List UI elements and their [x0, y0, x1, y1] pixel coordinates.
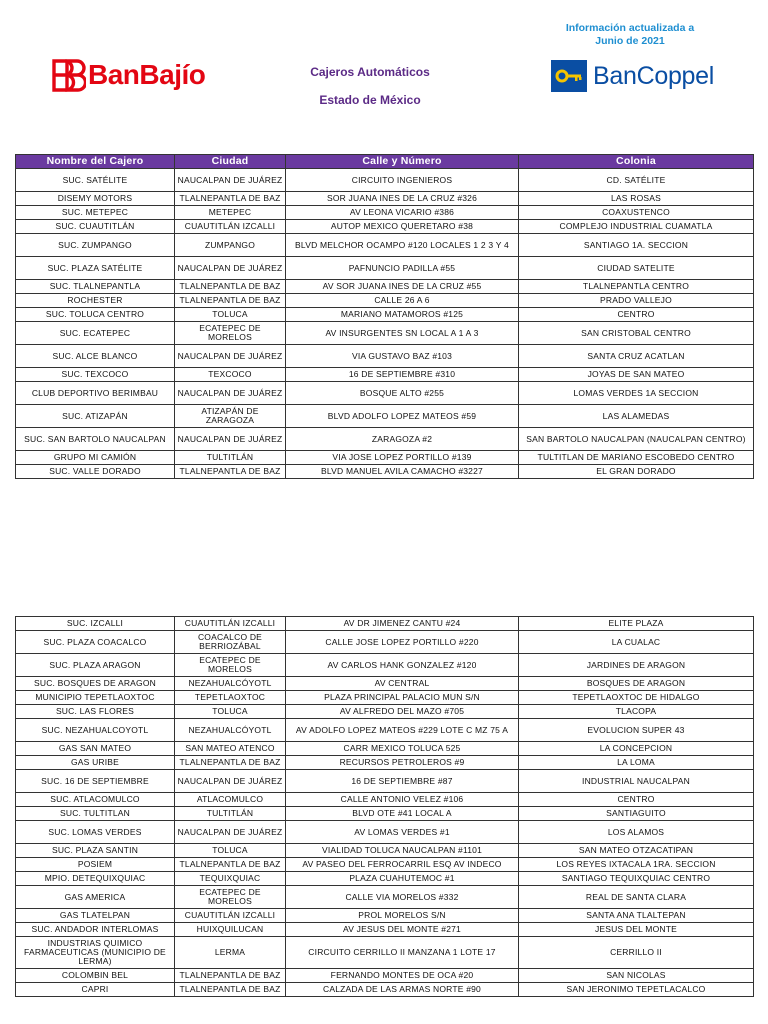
table-row [16, 719, 754, 742]
column-header: Ciudad [175, 155, 286, 169]
cell-atm-name: GAS URIBE [16, 756, 175, 770]
cell-neighborhood: SAN NICOLAS [519, 969, 754, 983]
cell-street: BLVD OTE #41 LOCAL A [286, 807, 519, 821]
cell-atm-name: SUC. VALLE DORADO [16, 465, 175, 479]
cell-atm-name: SUC. PLAZA SATÉLITE [16, 257, 175, 280]
cell-street: AV ADOLFO LOPEZ MATEOS #229 LOTE C MZ 75 A [286, 719, 519, 742]
table-row [16, 368, 754, 382]
cell-atm-name: GAS AMERICA [16, 886, 175, 909]
cell-street: SOR JUANA INES DE LA CRUZ #326 [286, 192, 519, 206]
cell-city: TLALNEPANTLA DE BAZ [175, 192, 286, 206]
cell-neighborhood: LOS REYES IXTACALA 1RA. SECCION [519, 858, 754, 872]
cell-neighborhood: LOS ALAMOS [519, 821, 754, 844]
table-1-body [16, 169, 754, 479]
cell-atm-name: SUC. ECATEPEC [16, 322, 175, 345]
atm-table-2 [15, 616, 754, 997]
cell-neighborhood: INDUSTRIAL NAUCALPAN [519, 770, 754, 793]
table-row [16, 206, 754, 220]
cell-city: TLALNEPANTLA DE BAZ [175, 983, 286, 997]
key-icon [551, 60, 587, 92]
cell-atm-name: SUC. LOMAS VERDES [16, 821, 175, 844]
cell-atm-name: SUC. TOLUCA CENTRO [16, 308, 175, 322]
cell-atm-name: SUC. ANDADOR INTERLOMAS [16, 923, 175, 937]
bancoppel-logo [551, 60, 714, 92]
cell-neighborhood: LA CUALAC [519, 631, 754, 654]
cell-neighborhood: TLALNEPANTLA CENTRO [519, 280, 754, 294]
cell-neighborhood: ELITE PLAZA [519, 617, 754, 631]
cell-neighborhood: SAN MATEO OTZACATIPAN [519, 844, 754, 858]
cell-street: MARIANO MATAMOROS #125 [286, 308, 519, 322]
cell-city: NAUCALPAN DE JUÁREZ [175, 257, 286, 280]
title-line-1: Cajeros Automáticos [310, 65, 430, 79]
cell-street: AV CENTRAL [286, 677, 519, 691]
cell-atm-name: POSIEM [16, 858, 175, 872]
table-row [16, 770, 754, 793]
cell-atm-name: SUC. PLAZA ARAGON [16, 654, 175, 677]
table-row [16, 807, 754, 821]
cell-street: AV JESUS DEL MONTE #271 [286, 923, 519, 937]
cell-city: NEZAHUALCÓYOTL [175, 719, 286, 742]
table-row [16, 345, 754, 368]
cell-street: VIALIDAD TOLUCA NAUCALPAN #1101 [286, 844, 519, 858]
table-row [16, 294, 754, 308]
cell-city: CUAUTITLÁN IZCALLI [175, 909, 286, 923]
update-note [540, 22, 720, 48]
table-row [16, 969, 754, 983]
cell-atm-name: SUC. TULTITLAN [16, 807, 175, 821]
table-row [16, 872, 754, 886]
cell-neighborhood: LA CONCEPCION [519, 742, 754, 756]
cell-atm-name: SUC. SAN BARTOLO NAUCALPAN [16, 428, 175, 451]
cell-street: PROL MORELOS S/N [286, 909, 519, 923]
cell-neighborhood: TEPETLAOXTOC DE HIDALGO [519, 691, 754, 705]
table-row [16, 220, 754, 234]
cell-city: ECATEPEC DE MORELOS [175, 654, 286, 677]
cell-street: AV LEONA VICARIO #386 [286, 206, 519, 220]
cell-city: NAUCALPAN DE JUÁREZ [175, 770, 286, 793]
cell-atm-name: SUC. 16 DE SEPTIEMBRE [16, 770, 175, 793]
cell-neighborhood: TLACOPA [519, 705, 754, 719]
cell-street: CIRCUITO CERRILLO II MANZANA 1 LOTE 17 [286, 937, 519, 969]
cell-street: CALZADA DE LAS ARMAS NORTE #90 [286, 983, 519, 997]
cell-city: ECATEPEC DE MORELOS [175, 886, 286, 909]
cell-neighborhood: SANTIAGO 1A. SECCION [519, 234, 754, 257]
column-header: Calle y Número [286, 155, 519, 169]
cell-atm-name: ROCHESTER [16, 294, 175, 308]
cell-city: NAUCALPAN DE JUÁREZ [175, 821, 286, 844]
cell-city: TLALNEPANTLA DE BAZ [175, 756, 286, 770]
cell-neighborhood: CD. SATÉLITE [519, 169, 754, 192]
cell-atm-name: GRUPO MI CAMIÓN [16, 451, 175, 465]
cell-city: ATLACOMULCO [175, 793, 286, 807]
cell-neighborhood: JARDINES DE ARAGON [519, 654, 754, 677]
cell-atm-name: CLUB DEPORTIVO BERIMBAU [16, 382, 175, 405]
cell-street: 16 DE SEPTIEMBRE #310 [286, 368, 519, 382]
cell-neighborhood: COMPLEJO INDUSTRIAL CUAMATLA [519, 220, 754, 234]
cell-city: ECATEPEC DE MORELOS [175, 322, 286, 345]
table-row [16, 742, 754, 756]
cell-street: BLVD MANUEL AVILA CAMACHO #3227 [286, 465, 519, 479]
bancoppel-wordmark: BanCoppel [593, 61, 715, 90]
cell-street: CALLE VIA MORELOS #332 [286, 886, 519, 909]
cell-city: TEXCOCO [175, 368, 286, 382]
cell-neighborhood: SANTA ANA TLALTEPAN [519, 909, 754, 923]
table-row [16, 405, 754, 428]
cell-neighborhood: LA LOMA [519, 756, 754, 770]
table-row [16, 257, 754, 280]
cell-street: CALLE ANTONIO VELEZ #106 [286, 793, 519, 807]
cell-atm-name: SUC. TLALNEPANTLA [16, 280, 175, 294]
cell-atm-name: SUC. METEPEC [16, 206, 175, 220]
cell-street: AV SOR JUANA INES DE LA CRUZ #55 [286, 280, 519, 294]
cell-street: PLAZA PRINCIPAL PALACIO MUN S/N [286, 691, 519, 705]
cell-street: AV ALFREDO DEL MAZO #705 [286, 705, 519, 719]
table-row [16, 428, 754, 451]
table-row [16, 886, 754, 909]
cell-neighborhood: SANTIAGUITO [519, 807, 754, 821]
table-row [16, 234, 754, 257]
table-row [16, 705, 754, 719]
cell-city: CUAUTITLÁN IZCALLI [175, 617, 286, 631]
cell-city: TOLUCA [175, 844, 286, 858]
cell-neighborhood: SAN BARTOLO NAUCALPAN (NAUCALPAN CENTRO) [519, 428, 754, 451]
cell-city: CUAUTITLÁN IZCALLI [175, 220, 286, 234]
cell-neighborhood: EL GRAN DORADO [519, 465, 754, 479]
cell-atm-name: MUNICIPIO TEPETLAOXTOC [16, 691, 175, 705]
cell-street: AV PASEO DEL FERROCARRIL ESQ AV INDECO [286, 858, 519, 872]
table-row [16, 793, 754, 807]
cell-neighborhood: BOSQUES DE ARAGON [519, 677, 754, 691]
document-title [270, 62, 470, 118]
cell-atm-name: SUC. BOSQUES DE ARAGON [16, 677, 175, 691]
cell-neighborhood: LAS ALAMEDAS [519, 405, 754, 428]
cell-city: METEPEC [175, 206, 286, 220]
cell-neighborhood: CENTRO [519, 793, 754, 807]
cell-street: BOSQUE ALTO #255 [286, 382, 519, 405]
cell-neighborhood: SAN CRISTOBAL CENTRO [519, 322, 754, 345]
cell-city: TLALNEPANTLA DE BAZ [175, 294, 286, 308]
column-header: Nombre del Cajero [16, 155, 175, 169]
table-row [16, 382, 754, 405]
cell-atm-name: SUC. IZCALLI [16, 617, 175, 631]
cell-atm-name: COLOMBIN BEL [16, 969, 175, 983]
cell-city: ZUMPANGO [175, 234, 286, 257]
cell-street: CARR MEXICO TOLUCA 525 [286, 742, 519, 756]
cell-neighborhood: SANTA CRUZ ACATLAN [519, 345, 754, 368]
cell-atm-name: SUC. CUAUTITLÁN [16, 220, 175, 234]
table-row [16, 451, 754, 465]
cell-city: NAUCALPAN DE JUÁREZ [175, 345, 286, 368]
cell-city: TLALNEPANTLA DE BAZ [175, 465, 286, 479]
page-header [0, 0, 768, 150]
cell-city: SAN MATEO ATENCO [175, 742, 286, 756]
cell-atm-name: GAS TLATELPAN [16, 909, 175, 923]
table-header-row [16, 155, 754, 169]
cell-neighborhood: EVOLUCION SUPER 43 [519, 719, 754, 742]
cell-street: VIA GUSTAVO BAZ #103 [286, 345, 519, 368]
table-row [16, 280, 754, 294]
cell-street: CIRCUITO INGENIEROS [286, 169, 519, 192]
cell-city: NAUCALPAN DE JUÁREZ [175, 169, 286, 192]
cell-street: CALLE 26 A 6 [286, 294, 519, 308]
cell-street: RECURSOS PETROLEROS #9 [286, 756, 519, 770]
cell-neighborhood: CIUDAD SATELITE [519, 257, 754, 280]
table-row [16, 923, 754, 937]
table-row [16, 983, 754, 997]
cell-atm-name: MPIO. DETEQUIXQUIAC [16, 872, 175, 886]
table-row [16, 192, 754, 206]
cell-neighborhood: LOMAS VERDES 1A SECCION [519, 382, 754, 405]
cell-atm-name: SUC. TEXCOCO [16, 368, 175, 382]
table-2-body [16, 617, 754, 997]
banbajio-wordmark: BanBajío [88, 59, 206, 90]
cell-atm-name: GAS SAN MATEO [16, 742, 175, 756]
atm-table-1 [15, 154, 754, 479]
table-row [16, 756, 754, 770]
table-row [16, 631, 754, 654]
cell-city: COACALCO DE BERRIOZÁBAL [175, 631, 286, 654]
cell-city: TLALNEPANTLA DE BAZ [175, 280, 286, 294]
cell-neighborhood: TULTITLAN DE MARIANO ESCOBEDO CENTRO [519, 451, 754, 465]
cell-neighborhood: SANTIAGO TEQUIXQUIAC CENTRO [519, 872, 754, 886]
cell-atm-name: SUC. PLAZA SANTIN [16, 844, 175, 858]
cell-atm-name: SUC. ATIZAPÁN [16, 405, 175, 428]
table-row [16, 858, 754, 872]
cell-atm-name: SUC. ATLACOMULCO [16, 793, 175, 807]
cell-atm-name: SUC. LAS FLORES [16, 705, 175, 719]
cell-city: HUIXQUILUCAN [175, 923, 286, 937]
cell-city: NEZAHUALCÓYOTL [175, 677, 286, 691]
cell-atm-name: DISEMY MOTORS [16, 192, 175, 206]
cell-street: PLAZA CUAHUTEMOC #1 [286, 872, 519, 886]
table-row [16, 937, 754, 969]
cell-atm-name: SUC. ALCE BLANCO [16, 345, 175, 368]
cell-street: PAFNUNCIO PADILLA #55 [286, 257, 519, 280]
banbajio-logo [50, 57, 205, 93]
cell-atm-name: SUC. NEZAHUALCOYOTL [16, 719, 175, 742]
cell-city: TLALNEPANTLA DE BAZ [175, 858, 286, 872]
cell-neighborhood: CERRILLO II [519, 937, 754, 969]
cell-atm-name: SUC. PLAZA COACALCO [16, 631, 175, 654]
cell-atm-name: SUC. ZUMPANGO [16, 234, 175, 257]
table-row [16, 844, 754, 858]
cell-neighborhood: REAL DE SANTA CLARA [519, 886, 754, 909]
cell-neighborhood: PRADO VALLEJO [519, 294, 754, 308]
cell-street: AUTOP MEXICO QUERETARO #38 [286, 220, 519, 234]
cell-city: TEPETLAOXTOC [175, 691, 286, 705]
cell-neighborhood: LAS ROSAS [519, 192, 754, 206]
cell-city: TOLUCA [175, 705, 286, 719]
column-header: Colonia [519, 155, 754, 169]
title-line-2: Estado de México [319, 93, 421, 107]
cell-neighborhood: COAXUSTENCO [519, 206, 754, 220]
table-row [16, 308, 754, 322]
cell-neighborhood: JOYAS DE SAN MATEO [519, 368, 754, 382]
cell-street: ZARAGOZA #2 [286, 428, 519, 451]
cell-street: AV CARLOS HANK GONZALEZ #120 [286, 654, 519, 677]
cell-city: TLALNEPANTLA DE BAZ [175, 969, 286, 983]
cell-city: TULTITLÁN [175, 451, 286, 465]
cell-atm-name: INDUSTRIAS QUIMICO FARMACEUTICAS (MUNICIPIO DE LERMA) [16, 937, 175, 969]
cell-city: TEQUIXQUIAC [175, 872, 286, 886]
cell-atm-name: CAPRI [16, 983, 175, 997]
cell-street: BLVD MELCHOR OCAMPO #120 LOCALES 1 2 3 Y 4 [286, 234, 519, 257]
cell-city: NAUCALPAN DE JUÁREZ [175, 382, 286, 405]
banbajio-mark-icon [50, 58, 86, 92]
cell-street: CALLE JOSE LOPEZ PORTILLO #220 [286, 631, 519, 654]
cell-city: ATIZAPÁN DE ZARAGOZA [175, 405, 286, 428]
cell-city: LERMA [175, 937, 286, 969]
cell-neighborhood: JESUS DEL MONTE [519, 923, 754, 937]
cell-street: FERNANDO MONTES DE OCA #20 [286, 969, 519, 983]
cell-street: AV DR JIMENEZ CANTU #24 [286, 617, 519, 631]
table-row [16, 654, 754, 677]
table-row [16, 909, 754, 923]
cell-street: AV LOMAS VERDES #1 [286, 821, 519, 844]
cell-street: 16 DE SEPTIEMBRE #87 [286, 770, 519, 793]
table-row [16, 465, 754, 479]
table-row [16, 821, 754, 844]
update-line-2: Junio de 2021 [595, 35, 665, 47]
table-row [16, 677, 754, 691]
update-line-1: Información actualizada a [565, 22, 695, 34]
cell-neighborhood: CENTRO [519, 308, 754, 322]
table-row [16, 691, 754, 705]
cell-street: AV INSURGENTES SN LOCAL A 1 A 3 [286, 322, 519, 345]
cell-neighborhood: SAN JERONIMO TEPETLACALCO [519, 983, 754, 997]
table-row [16, 617, 754, 631]
table-row [16, 322, 754, 345]
table-row [16, 169, 754, 192]
cell-city: TOLUCA [175, 308, 286, 322]
cell-atm-name: SUC. SATÉLITE [16, 169, 175, 192]
cell-city: NAUCALPAN DE JUÁREZ [175, 428, 286, 451]
cell-street: VIA JOSE LOPEZ PORTILLO #139 [286, 451, 519, 465]
cell-street: BLVD ADOLFO LOPEZ MATEOS #59 [286, 405, 519, 428]
cell-city: TULTITLÁN [175, 807, 286, 821]
